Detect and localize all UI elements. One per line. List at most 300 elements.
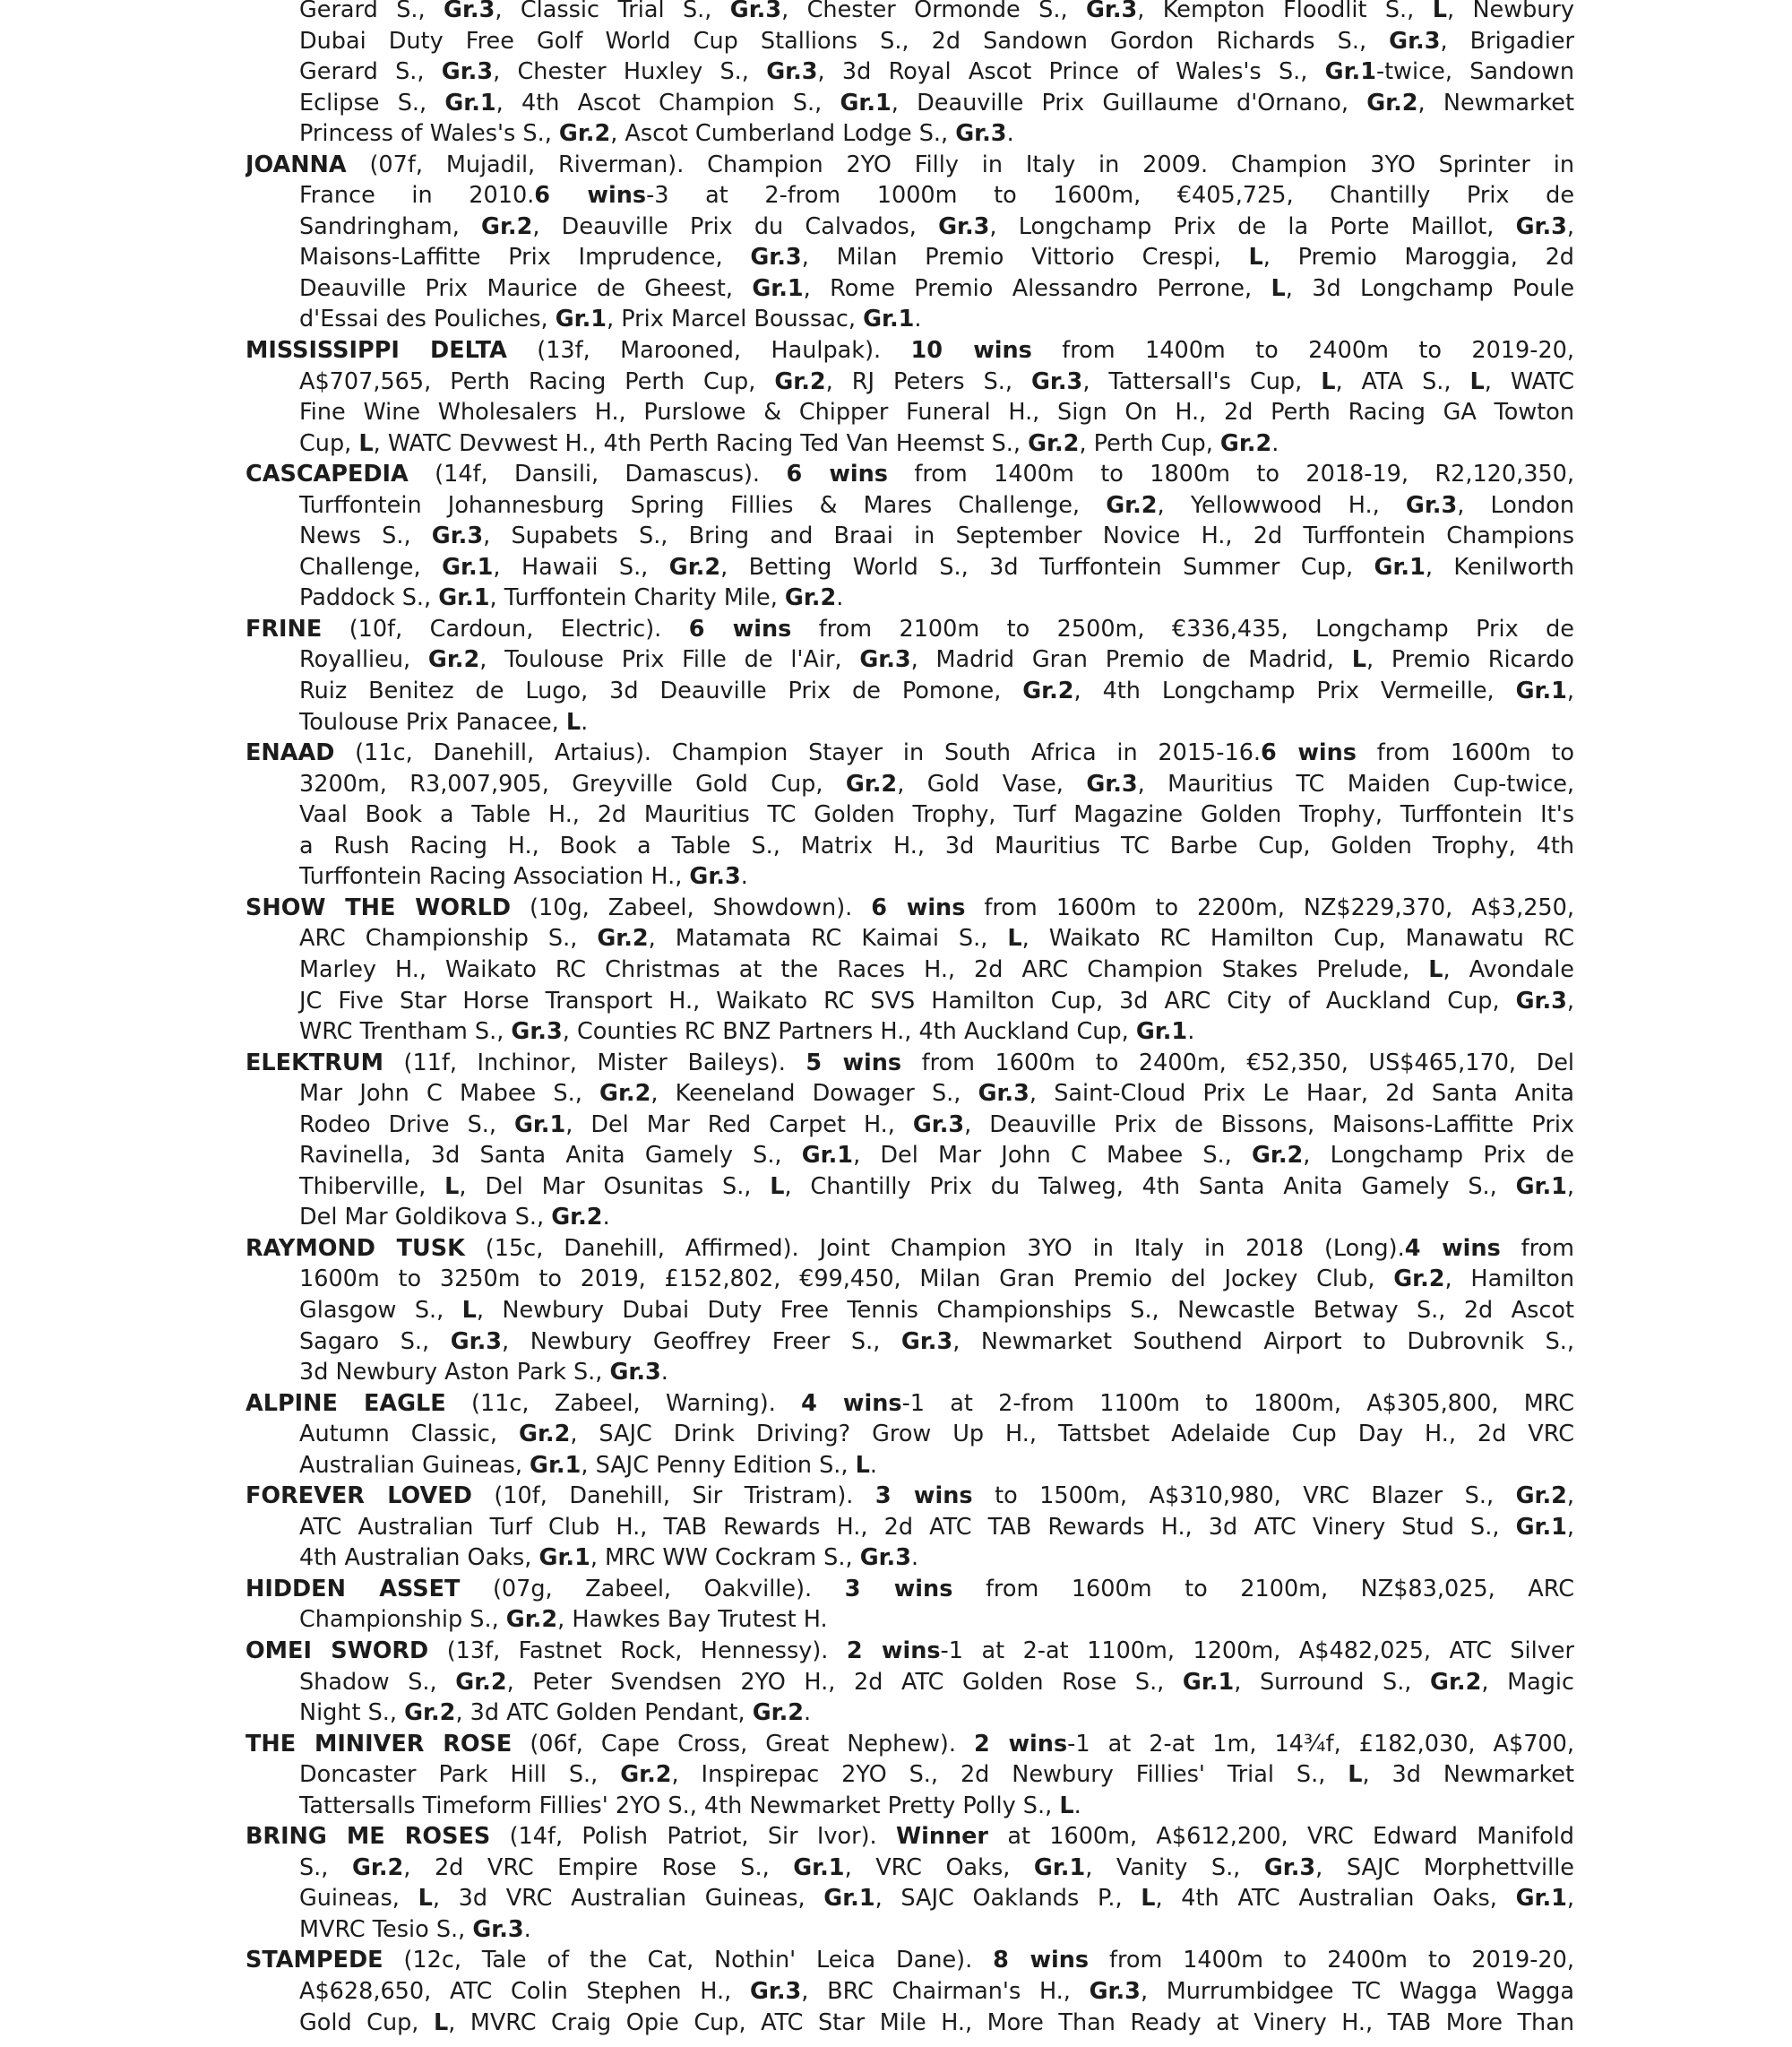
race-grade: Gr.1 bbox=[840, 89, 892, 117]
text-segment: Thiberville, bbox=[299, 1172, 445, 1200]
text-segment: , VRC Oaks, bbox=[844, 1853, 1034, 1881]
horse-entry bbox=[246, 335, 1574, 459]
entry-heading-line bbox=[246, 614, 1574, 645]
text-segment: (12c, Tale of the Cat, Nothin' Leica Dane). bbox=[383, 1947, 994, 1974]
race-grade: L bbox=[1469, 367, 1485, 395]
text-segment: . bbox=[1271, 429, 1279, 457]
text-segment: Rodeo Drive S., bbox=[299, 1110, 514, 1138]
text-segment: , bbox=[1566, 1513, 1574, 1541]
race-grade: Gr.3 bbox=[766, 58, 818, 86]
text-segment: . bbox=[804, 1699, 812, 1727]
horse-entry bbox=[246, 1945, 1574, 2038]
text-segment: A$628,650, ATC Colin Stephen H., bbox=[299, 1978, 750, 2005]
wins-summary: 2 wins bbox=[846, 1637, 941, 1664]
entry-text-line bbox=[246, 986, 1574, 1017]
race-grade: Gr.2 bbox=[1393, 1265, 1445, 1293]
entry-text-line bbox=[246, 861, 1574, 893]
text-segment: , 2d VRC Empire Rose S., bbox=[403, 1853, 794, 1881]
entry-continuation bbox=[246, 0, 1574, 150]
horse-name: CASCAPEDIA bbox=[246, 461, 409, 488]
text-segment: Mar John C Mabee S., bbox=[299, 1080, 600, 1108]
entry-heading-line bbox=[246, 1048, 1574, 1079]
race-grade: Gr.2 bbox=[481, 212, 533, 240]
text-segment: (14f, Polish Patriot, Sir Ivor). bbox=[490, 1823, 896, 1851]
text-segment: Marley H., Waikato RC Christmas at the Races H., 2d ARC Champion Stakes Prelude, bbox=[299, 955, 1429, 983]
text-segment: , Newmarket bbox=[1417, 89, 1574, 117]
text-segment: , Magic bbox=[1481, 1668, 1574, 1696]
horse-entry bbox=[246, 1574, 1574, 1636]
race-grade: Gr.1 bbox=[538, 1544, 590, 1572]
race-grade: Gr.2 bbox=[427, 646, 480, 674]
race-grade: Gr.3 bbox=[1405, 491, 1458, 519]
text-segment: (10g, Zabeel, Showdown). bbox=[511, 894, 872, 921]
horse-entry bbox=[246, 1233, 1574, 1388]
text-segment: Tattersalls Timeform Fillies' 2YO S., 4th Newmarket Pretty Polly S., bbox=[299, 1792, 1060, 1819]
text-segment: ARC Championship S., bbox=[299, 925, 598, 953]
text-segment: , bbox=[1566, 987, 1574, 1015]
text-segment: , Hawkes Bay Trutest H. bbox=[557, 1606, 828, 1634]
race-grade: Gr.2 bbox=[774, 367, 826, 395]
text-segment: d'Essai des Pouliches, bbox=[299, 306, 556, 333]
entry-text-line bbox=[246, 583, 1574, 614]
text-segment: Sandringham, bbox=[299, 212, 482, 240]
horse-entry bbox=[246, 1388, 1574, 1481]
race-grade: L bbox=[444, 1172, 460, 1200]
entry-text-line bbox=[246, 26, 1574, 57]
text-segment: , Matamata RC Kaimai S., bbox=[648, 925, 1008, 953]
text-segment: Challenge, bbox=[299, 553, 443, 581]
text-segment: Del Mar Goldikova S., bbox=[299, 1204, 552, 1231]
text-segment: Night S., bbox=[299, 1699, 405, 1727]
text-segment: , 3d VRC Australian Guineas, bbox=[432, 1885, 824, 1913]
entry-text-line bbox=[246, 88, 1574, 119]
entry-text-line bbox=[246, 1976, 1574, 2008]
race-grade: Gr.3 bbox=[689, 863, 741, 891]
horse-name: JOANNA bbox=[246, 151, 347, 178]
text-segment: , 3d Longchamp Poule bbox=[1285, 274, 1574, 302]
entry-text-line bbox=[246, 1542, 1574, 1574]
text-segment: (11c, Zabeel, Warning). bbox=[445, 1389, 802, 1417]
horse-entry bbox=[246, 1636, 1574, 1729]
text-segment: Championship S., bbox=[299, 1606, 506, 1634]
text-segment: , Kenilworth bbox=[1425, 553, 1574, 581]
text-segment: Glasgow S., bbox=[299, 1296, 462, 1324]
wins-summary: Winner bbox=[895, 1823, 988, 1851]
text-segment: , Hawaii S., bbox=[493, 553, 669, 581]
text-segment: News S., bbox=[299, 523, 432, 550]
text-segment: Guineas, bbox=[299, 1885, 418, 1913]
text-segment: , Avondale bbox=[1443, 955, 1574, 983]
text-segment: , SAJC Penny Edition S., bbox=[581, 1451, 856, 1479]
race-grade: L bbox=[1432, 0, 1447, 23]
text-segment: , Yellowwood H., bbox=[1157, 491, 1406, 519]
horse-entry bbox=[246, 1481, 1574, 1574]
entry-text-line bbox=[246, 1078, 1574, 1110]
entry-text-line bbox=[246, 180, 1574, 212]
horse-entry bbox=[246, 459, 1574, 614]
race-grade: Gr.2 bbox=[1515, 1482, 1567, 1510]
text-segment: (13f, Marooned, Haulpak). bbox=[506, 337, 911, 365]
text-segment: -twice, Sandown bbox=[1375, 58, 1574, 86]
entry-text-line bbox=[246, 769, 1574, 800]
text-segment: , 3d ATC Golden Pendant, bbox=[455, 1699, 753, 1727]
text-segment: , Murrumbidgee TC Wagga Wagga bbox=[1140, 1978, 1574, 2005]
text-segment: , 4th Ascot Champion S., bbox=[495, 89, 840, 117]
entry-heading-line bbox=[246, 1945, 1574, 1976]
race-grade: Gr.1 bbox=[752, 274, 804, 302]
wins-summary: 3 wins bbox=[844, 1575, 953, 1602]
entry-text-line bbox=[246, 799, 1574, 831]
text-segment: , BRC Chairman's H., bbox=[801, 1978, 1090, 2005]
text-segment: , Chester Huxley S., bbox=[493, 58, 767, 86]
text-segment: , Inspirepac 2YO S., 2d Newbury Fillies' Trial S., bbox=[671, 1761, 1348, 1789]
horse-name: STAMPEDE bbox=[246, 1947, 383, 1974]
text-segment: ATC Australian Turf Club H., TAB Rewards H., 2d ATC TAB Rewards H., 3d ATC Vinery Stud S., bbox=[299, 1513, 1516, 1541]
text-segment: , Peter Svendsen 2YO H., 2d ATC Golden Rose S., bbox=[506, 1668, 1183, 1696]
text-segment: , Premio Ricardo bbox=[1366, 646, 1574, 674]
text-segment: , Surround S., bbox=[1234, 1668, 1431, 1696]
entry-text-line bbox=[246, 212, 1574, 243]
horse-name: RAYMOND TUSK bbox=[246, 1234, 465, 1262]
race-grade: Gr.3 bbox=[1031, 367, 1083, 395]
horse-entry bbox=[246, 614, 1574, 738]
race-grade: Gr.2 bbox=[351, 1853, 404, 1881]
text-segment: 4th Australian Oaks, bbox=[299, 1544, 539, 1572]
entry-text-line bbox=[246, 1326, 1574, 1358]
race-grade: Gr.3 bbox=[859, 646, 911, 674]
wins-summary: 4 wins bbox=[801, 1389, 902, 1417]
text-segment: , Kempton Floodlit S., bbox=[1137, 0, 1433, 23]
race-grade: Gr.2 bbox=[1219, 429, 1272, 457]
text-segment: , SAJC Oaklands P., bbox=[874, 1885, 1142, 1913]
race-grade: Gr.1 bbox=[1374, 553, 1426, 581]
text-segment: , 4th Longchamp Prix Vermeille, bbox=[1073, 678, 1516, 705]
horse-entry bbox=[246, 1821, 1574, 1945]
text-segment: . bbox=[914, 306, 922, 333]
horse-name: HIDDEN ASSET bbox=[246, 1575, 461, 1602]
wins-summary: 2 wins bbox=[973, 1730, 1068, 1758]
text-segment: , 4th ATC Australian Oaks, bbox=[1155, 1885, 1516, 1913]
text-segment: , London bbox=[1457, 491, 1574, 519]
race-grade: Gr.1 bbox=[1515, 1172, 1567, 1200]
text-segment: , Toulouse Prix Fille de l'Air, bbox=[479, 646, 860, 674]
text-segment: . bbox=[740, 863, 748, 891]
text-segment: (07f, Mujadil, Riverman). Champion 2YO Filly in Italy in 2009. Champion 3YO Sprinter in bbox=[346, 151, 1574, 178]
wins-summary: 8 wins bbox=[993, 1947, 1090, 1974]
race-grade: Gr.3 bbox=[1389, 27, 1441, 55]
entry-heading-line bbox=[246, 1729, 1574, 1760]
horse-entry bbox=[246, 150, 1574, 335]
text-segment: , Perth Cup, bbox=[1079, 429, 1220, 457]
race-grade: Gr.2 bbox=[845, 770, 898, 798]
race-grade: Gr.2 bbox=[668, 553, 721, 581]
horse-entry bbox=[246, 1048, 1574, 1233]
entry-text-line bbox=[246, 923, 1574, 954]
horse-name: FOREVER LOVED bbox=[246, 1482, 472, 1510]
race-grade: L bbox=[358, 429, 374, 457]
entry-text-line bbox=[246, 1604, 1574, 1636]
text-segment: , bbox=[1566, 1885, 1574, 1913]
text-segment: , bbox=[1566, 212, 1574, 240]
race-grade: L bbox=[1007, 925, 1022, 953]
text-segment: (07g, Zabeel, Oakville). bbox=[460, 1575, 845, 1602]
text-segment: , 3d Royal Ascot Prince of Wales's S., bbox=[817, 58, 1325, 86]
race-grade: Gr.3 bbox=[444, 0, 495, 23]
text-segment: 1600m to 3250m to 2019, £152,802, €99,450, Milan Gran Premio del Jockey Club, bbox=[299, 1265, 1394, 1293]
text-segment: , SAJC Drink Driving? Grow Up H., Tattsbet Adelaide Cup Day H., 2d VRC bbox=[570, 1421, 1574, 1448]
entry-heading-line bbox=[246, 459, 1574, 490]
race-grade: Gr.2 bbox=[1430, 1668, 1482, 1696]
horse-name: FRINE bbox=[246, 615, 323, 643]
wins-summary: 10 wins bbox=[910, 337, 1032, 365]
text-segment: Shadow S., bbox=[299, 1668, 456, 1696]
text-segment: JC Five Star Horse Transport H., Waikato RC SVS Hamilton Cup, 3d ARC City of Auckland Cup, bbox=[299, 987, 1516, 1015]
text-segment: from 2100m to 2500m, €336,435, Longchamp Prix de bbox=[791, 615, 1574, 643]
text-segment: , Keeneland Dowager S., bbox=[650, 1080, 978, 1108]
race-grade: L bbox=[1271, 274, 1286, 302]
race-grade: Gr.3 bbox=[431, 523, 484, 550]
race-grade: Gr.1 bbox=[438, 584, 490, 612]
entry-text-line bbox=[246, 1202, 1574, 1233]
entry-text-line bbox=[246, 56, 1574, 88]
entry-text-line bbox=[246, 1667, 1574, 1698]
text-segment: , Del Mar John C Mabee S., bbox=[853, 1142, 1252, 1170]
entry-text-line bbox=[246, 367, 1574, 398]
text-segment: , bbox=[1566, 1172, 1574, 1200]
entry-text-line bbox=[246, 1171, 1574, 1203]
race-grade: Gr.3 bbox=[750, 244, 802, 272]
race-grade: L bbox=[1428, 955, 1443, 983]
race-grade: Gr.3 bbox=[450, 1327, 503, 1355]
race-grade: Gr.3 bbox=[511, 1018, 563, 1046]
text-segment: , Madrid Gran Premio de Madrid, bbox=[910, 646, 1352, 674]
race-grade: Gr.3 bbox=[978, 1080, 1030, 1108]
race-grade: Gr.2 bbox=[1106, 491, 1158, 519]
text-segment: , Del Mar Osunitas S., bbox=[459, 1172, 771, 1200]
entry-heading-line bbox=[246, 1574, 1574, 1605]
race-grade: L bbox=[1348, 1761, 1363, 1789]
text-segment: , Hamilton bbox=[1444, 1265, 1574, 1293]
text-segment: 3200m, R3,007,905, Greyville Gold Cup, bbox=[299, 770, 846, 798]
race-grade: Gr.3 bbox=[1089, 1978, 1141, 2005]
race-grade: Gr.1 bbox=[530, 1451, 582, 1479]
race-grade: Gr.1 bbox=[863, 306, 915, 333]
text-segment: Gerard S., bbox=[299, 58, 442, 86]
horse-name: ALPINE EAGLE bbox=[246, 1389, 446, 1417]
entry-text-line bbox=[246, 490, 1574, 522]
race-grade: Gr.1 bbox=[823, 1885, 875, 1913]
text-segment: , Vanity S., bbox=[1085, 1853, 1264, 1881]
text-segment: Eclipse S., bbox=[299, 89, 445, 117]
entry-text-line bbox=[246, 1883, 1574, 1914]
entry-heading-line bbox=[246, 1233, 1574, 1265]
text-segment: Deauville Prix Maurice de Gheest, bbox=[299, 274, 753, 302]
text-segment: , Mauritius TC Maiden Cup-twice, bbox=[1137, 770, 1574, 798]
text-segment: Maisons-Laffitte Prix Imprudence, bbox=[299, 244, 751, 272]
text-segment: from 1400m to 2400m to 2019-20, bbox=[1089, 1947, 1574, 1974]
text-segment: (15c, Danehill, Affirmed). Joint Champion 3YO in Italy in 2018 (Long). bbox=[464, 1234, 1405, 1262]
text-segment: Doncaster Park Hill S., bbox=[299, 1761, 621, 1789]
entry-text-line bbox=[246, 676, 1574, 707]
text-segment: -1 at 2-at 1100m, 1200m, A$482,025, ATC Silver bbox=[940, 1637, 1574, 1664]
wins-summary: 6 wins bbox=[786, 461, 888, 488]
text-segment: . bbox=[1006, 120, 1014, 148]
race-grade: Gr.3 bbox=[609, 1359, 661, 1386]
text-segment: , Rome Premio Alessandro Perrone, bbox=[803, 274, 1271, 302]
race-grade: Gr.2 bbox=[1251, 1142, 1304, 1170]
text-segment: , Saint-Cloud Prix Le Haar, 2d Santa Anita bbox=[1029, 1080, 1574, 1108]
entry-text-line bbox=[246, 831, 1574, 862]
text-segment: , Deauville Prix Guillaume d'Ornano, bbox=[891, 89, 1367, 117]
entry-heading-line bbox=[246, 1636, 1574, 1667]
text-segment: (10f, Danehill, Sir Tristram). bbox=[471, 1482, 875, 1510]
entry-text-line bbox=[246, 1110, 1574, 1141]
entry-heading-line bbox=[246, 1481, 1574, 1512]
horse-name: MISSISSIPPI DELTA bbox=[246, 337, 507, 365]
text-segment: Ravinella, 3d Santa Anita Gamely S., bbox=[299, 1142, 802, 1170]
text-segment: , Turffontein Charity Mile, bbox=[489, 584, 785, 612]
horse-name: SHOW THE WORLD bbox=[246, 894, 512, 921]
race-grade: Gr.1 bbox=[793, 1853, 845, 1881]
entry-text-line bbox=[246, 2008, 1574, 2039]
entry-text-line bbox=[246, 273, 1574, 305]
text-segment: . bbox=[836, 584, 844, 612]
wins-summary: 6 wins bbox=[688, 615, 792, 643]
race-grade: L bbox=[770, 1172, 785, 1200]
text-segment: , Prix Marcel Boussac, bbox=[607, 306, 864, 333]
text-segment: , Del Mar Red Carpet H., bbox=[565, 1110, 913, 1138]
race-grade: Gr.1 bbox=[442, 553, 494, 581]
text-segment: , RJ Peters S., bbox=[825, 367, 1031, 395]
entry-text-line bbox=[246, 428, 1574, 460]
text-segment: , Newbury bbox=[1446, 0, 1574, 23]
entry-text-line bbox=[246, 1450, 1574, 1481]
entry-text-line bbox=[246, 242, 1574, 273]
entry-text-line bbox=[246, 1295, 1574, 1326]
text-segment: . bbox=[1073, 1792, 1081, 1819]
text-segment: France in 2010. bbox=[299, 182, 535, 210]
text-segment: (11c, Danehill, Artaius). Champion Stayer in South Africa in 2015-16. bbox=[334, 739, 1262, 767]
race-grade: Gr.1 bbox=[444, 89, 496, 117]
text-segment: , Newmarket Southend Airport to Dubrovnik S., bbox=[952, 1327, 1574, 1355]
text-segment: , Ascot Cumberland Lodge S., bbox=[610, 120, 956, 148]
wins-summary: 6 wins bbox=[871, 894, 966, 921]
text-segment: , Longchamp Prix de bbox=[1303, 1142, 1574, 1170]
race-grade: Gr.3 bbox=[441, 58, 494, 86]
race-grade: L bbox=[461, 1296, 477, 1324]
text-segment: Paddock S., bbox=[299, 584, 439, 612]
race-grade: L bbox=[1248, 244, 1263, 272]
race-grade: Gr.2 bbox=[505, 1606, 558, 1634]
text-segment: MVRC Tesio S., bbox=[299, 1915, 473, 1943]
race-grade: Gr.3 bbox=[1263, 1853, 1316, 1881]
race-grade: Gr.3 bbox=[1085, 0, 1138, 23]
entry-text-line bbox=[246, 1140, 1574, 1171]
text-segment: Autumn Classic, bbox=[299, 1421, 520, 1448]
entry-text-line bbox=[246, 707, 1574, 738]
text-segment: Turffontein Racing Association H., bbox=[299, 863, 690, 891]
text-segment: WRC Trentham S., bbox=[299, 1018, 512, 1046]
entry-heading-line bbox=[246, 1388, 1574, 1420]
text-segment: . bbox=[602, 1204, 610, 1231]
text-segment: (10f, Cardoun, Electric). bbox=[322, 615, 689, 643]
text-segment: , Longchamp Prix de la Porte Maillot, bbox=[989, 212, 1516, 240]
wins-summary: 4 wins bbox=[1404, 1234, 1501, 1262]
text-segment: , 3d Newmarket bbox=[1362, 1761, 1574, 1789]
text-segment: , Milan Premio Vittorio Crespi, bbox=[801, 244, 1249, 272]
race-grade: L bbox=[565, 708, 582, 736]
text-segment: Gold Cup, bbox=[299, 2008, 434, 2036]
race-grade: Gr.1 bbox=[513, 1110, 566, 1138]
race-grade: Gr.2 bbox=[455, 1668, 507, 1696]
entry-text-line bbox=[246, 304, 1574, 335]
race-grade: Gr.2 bbox=[519, 1421, 571, 1448]
text-segment: Australian Guineas, bbox=[299, 1451, 530, 1479]
text-segment: Fine Wine Wholesalers H., Purslowe & Chipper Funeral H., Sign On H., 2d Perth Racing GA Towton bbox=[299, 399, 1574, 427]
race-grade: Gr.1 bbox=[1135, 1018, 1188, 1046]
text-segment: at 1600m, A$612,200, VRC Edward Manifold bbox=[988, 1823, 1574, 1851]
entry-text-line bbox=[246, 397, 1574, 428]
text-segment: , SAJC Morphettville bbox=[1315, 1853, 1574, 1881]
race-grade: L bbox=[418, 1885, 433, 1913]
entry-text-line bbox=[246, 521, 1574, 552]
race-grade: L bbox=[1321, 367, 1336, 395]
text-segment: (13f, Fastnet Rock, Hennessy). bbox=[428, 1637, 847, 1664]
text-segment: (14f, Dansili, Damascus). bbox=[408, 461, 787, 488]
text-segment: , ATA S., bbox=[1335, 367, 1470, 395]
entry-text-line bbox=[246, 552, 1574, 583]
race-grade: Gr.3 bbox=[749, 1978, 802, 2005]
text-segment: 3d Newbury Aston Park S., bbox=[299, 1359, 610, 1386]
wins-summary: 6 wins bbox=[534, 182, 647, 210]
text-segment: Ruiz Benitez de Lugo, 3d Deauville Prix de Pomone, bbox=[299, 678, 1023, 705]
text-segment: Royallieu, bbox=[299, 646, 428, 674]
entry-text-line bbox=[246, 1697, 1574, 1729]
text-segment: , Supabets S., Bring and Braai in September Novice H., 2d Turffontein Champions bbox=[483, 523, 1574, 550]
race-grade: Gr.1 bbox=[1515, 678, 1567, 705]
text-segment: from 1400m to 1800m to 2018-19, R2,120,350, bbox=[887, 461, 1574, 488]
text-segment: , Premio Maroggia, 2d bbox=[1262, 244, 1574, 272]
race-grade: L bbox=[1351, 646, 1366, 674]
entry-text-line bbox=[246, 954, 1574, 986]
race-grade: Gr.2 bbox=[551, 1204, 603, 1231]
entry-heading-line bbox=[246, 893, 1574, 924]
race-grade: Gr.1 bbox=[1182, 1668, 1235, 1696]
entry-heading-line bbox=[246, 1821, 1574, 1853]
entry-text-line bbox=[246, 1016, 1574, 1048]
text-segment: (06f, Cape Cross, Great Nephew). bbox=[512, 1730, 974, 1758]
race-grade: Gr.3 bbox=[955, 120, 1007, 148]
entry-heading-line bbox=[246, 335, 1574, 367]
text-segment: , Newbury Geoffrey Freer S., bbox=[502, 1327, 901, 1355]
text-segment: . bbox=[1187, 1018, 1195, 1046]
horse-name: THE MINIVER ROSE bbox=[246, 1730, 513, 1758]
entry-text-line bbox=[246, 1419, 1574, 1450]
entry-text-line bbox=[246, 1357, 1574, 1388]
text-segment: . bbox=[660, 1359, 668, 1386]
text-segment: , Betting World S., 3d Turffontein Summer Cup, bbox=[720, 553, 1374, 581]
text-segment: from 1600m to 2200m, NZ$229,370, A$3,250, bbox=[965, 894, 1574, 921]
race-grade: Gr.2 bbox=[620, 1761, 672, 1789]
text-segment: . bbox=[869, 1451, 877, 1479]
race-grade: L bbox=[433, 2008, 449, 2036]
race-grade: Gr.3 bbox=[1086, 770, 1138, 798]
entry-text-line bbox=[246, 1759, 1574, 1791]
text-segment: , Classic Trial S., bbox=[495, 0, 730, 23]
text-segment: , Tattersall's Cup, bbox=[1082, 367, 1322, 395]
race-grade: Gr.3 bbox=[1515, 987, 1567, 1015]
text-segment: , Newbury Dubai Duty Free Tennis Championships S., Newcastle Betway S., 2d Ascot bbox=[476, 1296, 1574, 1324]
